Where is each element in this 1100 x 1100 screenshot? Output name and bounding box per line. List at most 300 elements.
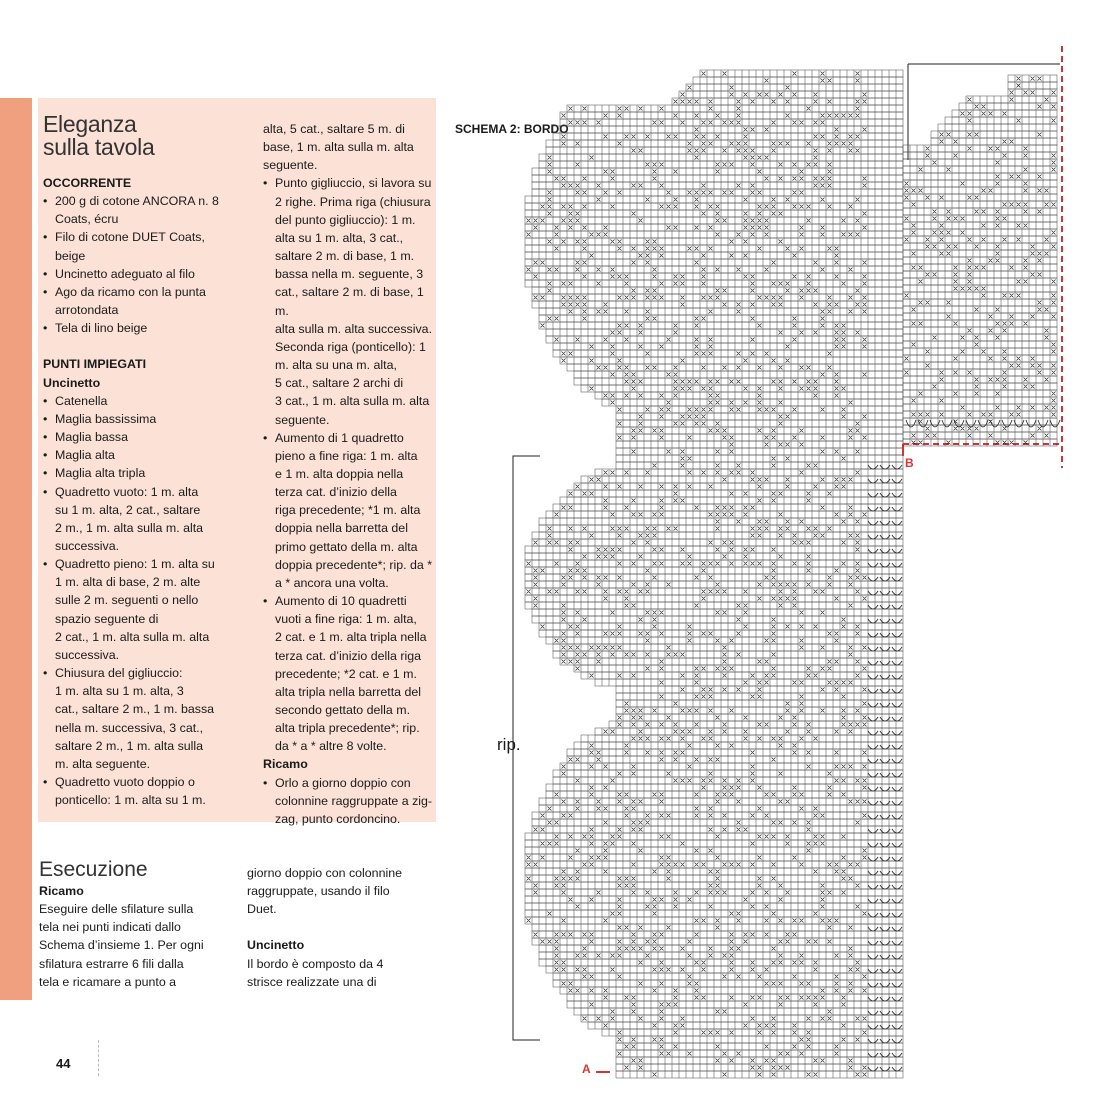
list-item-line: • Chiusura del gigliuccio: bbox=[55, 666, 183, 681]
chart-row bbox=[574, 1008, 903, 1015]
chart-x-marks bbox=[569, 898, 825, 902]
chart-row-lines bbox=[910, 320, 1050, 327]
chart-x-marks bbox=[555, 513, 867, 517]
chart-row-lines bbox=[574, 749, 896, 756]
chart-row bbox=[1008, 82, 1057, 89]
chart-row-lines bbox=[574, 756, 896, 763]
chart-row-lines bbox=[567, 658, 896, 665]
chart-row bbox=[616, 714, 903, 721]
chart-row-lines bbox=[532, 273, 896, 280]
page-number: 44 bbox=[56, 1056, 71, 1071]
list-item-line: bassa nella m. seguente, 3 bbox=[275, 267, 424, 282]
chart-row-lines bbox=[553, 329, 896, 336]
chart-row bbox=[574, 371, 903, 378]
chart-row-lines bbox=[1015, 82, 1050, 89]
repeat-label: rip. bbox=[497, 735, 521, 754]
chart-row bbox=[616, 700, 903, 707]
chart-x-marks bbox=[940, 133, 1042, 137]
chart-x-marks bbox=[555, 947, 853, 951]
chart-x-marks bbox=[954, 287, 986, 291]
chart-row-lines bbox=[539, 175, 896, 182]
text-line: strisce realizzate una di bbox=[247, 974, 377, 989]
chart-row-lines bbox=[910, 180, 1050, 187]
chart-x-marks bbox=[912, 399, 1056, 403]
chart-row-lines bbox=[532, 245, 896, 252]
chart-row-lines bbox=[602, 469, 896, 476]
list-item-line: pieno a fine riga: 1 m. alta bbox=[275, 448, 418, 463]
list-item-line: 2 cat., 1 m. alta sulla m. alta bbox=[55, 629, 210, 644]
chart-row-lines bbox=[707, 70, 896, 77]
chart-row-lines bbox=[910, 285, 1050, 292]
chart-row-lines bbox=[532, 231, 896, 238]
chart-row-lines bbox=[532, 847, 896, 854]
chart-x-marks bbox=[548, 289, 860, 293]
chart-row-lines bbox=[609, 1029, 896, 1036]
chart-row-lines bbox=[623, 434, 896, 441]
chart-row bbox=[938, 124, 1057, 131]
chart-x-marks bbox=[632, 450, 860, 454]
chart-x-marks bbox=[548, 198, 860, 202]
chart-row bbox=[532, 826, 903, 833]
chart-row bbox=[532, 938, 903, 945]
chart-x-marks bbox=[604, 471, 860, 475]
chart-row-lines bbox=[546, 154, 896, 161]
chart-row-lines bbox=[532, 581, 896, 588]
chart-x-marks bbox=[562, 870, 846, 874]
chart-x-marks bbox=[625, 702, 867, 706]
chart-row-lines bbox=[532, 210, 896, 217]
list-item-line: • Aumento di 1 quadretto bbox=[275, 430, 404, 445]
chart-row-lines bbox=[532, 266, 896, 273]
chart-row bbox=[616, 1043, 903, 1050]
chart-x-marks bbox=[611, 373, 867, 377]
chart-x-marks bbox=[569, 310, 867, 314]
chart-row-lines bbox=[581, 1008, 896, 1015]
chart-x-marks bbox=[527, 268, 853, 272]
punti-heading: PUNTI IMPIEGATI bbox=[43, 357, 147, 372]
chart-x-marks bbox=[702, 72, 860, 76]
chart-row-lines bbox=[623, 1043, 896, 1050]
chart-row-lines bbox=[574, 364, 896, 371]
chart-row-lines bbox=[560, 777, 896, 784]
punti-subheading: Uncinetto bbox=[43, 375, 101, 390]
chart-row-lines bbox=[910, 299, 1050, 306]
chart-row bbox=[560, 987, 903, 994]
chart-x-marks bbox=[632, 737, 818, 741]
chart-row-lines bbox=[623, 714, 896, 721]
list-item-line: precedente; *2 cat. e 1 m. bbox=[275, 666, 417, 681]
chart-row bbox=[532, 175, 903, 182]
chart-row-lines bbox=[910, 257, 1050, 264]
chart-row-lines bbox=[623, 413, 896, 420]
chart-row bbox=[532, 931, 903, 938]
chart-row-lines bbox=[602, 392, 896, 399]
list-item-line: su 1 m. alta, 2 cat., saltare bbox=[55, 502, 201, 517]
chart-row-lines bbox=[553, 637, 896, 644]
chart-row-lines bbox=[623, 441, 896, 448]
chart-x-marks bbox=[681, 688, 867, 692]
chart-x-marks bbox=[653, 1073, 867, 1077]
chart-row-lines bbox=[602, 728, 896, 735]
chart-x-marks bbox=[639, 415, 867, 419]
list-item-line: spazio seguente di bbox=[55, 611, 159, 626]
chart-row-lines bbox=[560, 980, 896, 987]
chart-row-lines bbox=[574, 994, 896, 1001]
chart-row-lines bbox=[588, 476, 896, 483]
chart-row bbox=[616, 1050, 903, 1057]
chart-x-marks bbox=[905, 189, 1049, 193]
list-item-line: alta su 1 m. alta, 3 cat., bbox=[275, 230, 404, 245]
chart-row-lines bbox=[910, 271, 1050, 278]
chart-row-lines bbox=[532, 868, 896, 875]
chart-x-marks bbox=[618, 408, 846, 412]
chart-x-marks bbox=[590, 387, 846, 391]
chart-row-lines bbox=[616, 721, 896, 728]
chart-row-lines bbox=[532, 889, 896, 896]
chart-row-lines bbox=[539, 819, 896, 826]
list-item-line: saltare 2 m., 1 m. alta sulla bbox=[55, 738, 204, 753]
occorrente-heading: OCCORRENTE bbox=[43, 176, 132, 190]
chart-row bbox=[616, 462, 903, 469]
list-item-line: zag, punto cordoncino. bbox=[275, 811, 401, 826]
chart-row bbox=[532, 812, 903, 819]
chart-row-lines bbox=[966, 103, 1050, 110]
chart-row-lines bbox=[910, 236, 1050, 243]
chart-row-lines bbox=[532, 252, 896, 259]
chart-row-lines bbox=[532, 574, 896, 581]
chart-row-lines bbox=[602, 679, 896, 686]
chart-row-lines bbox=[532, 882, 896, 889]
chart-row-lines bbox=[560, 343, 896, 350]
chart-row-lines bbox=[910, 187, 1050, 194]
list-item-line: alta tripla nella barretta del bbox=[275, 684, 422, 699]
chart-row-lines bbox=[623, 455, 896, 462]
chart-x-marks bbox=[590, 1003, 846, 1007]
list-item-line: alta sulla m. alta successiva. bbox=[275, 321, 433, 336]
chart-x-marks bbox=[926, 273, 1042, 277]
chart-x-marks bbox=[576, 905, 860, 909]
chart-row-lines bbox=[581, 483, 896, 490]
chart-x-marks bbox=[688, 86, 790, 90]
list-item-line: doppia nella barretta del bbox=[275, 521, 408, 536]
chart-x-marks bbox=[555, 177, 867, 181]
chart-row bbox=[574, 742, 903, 749]
chart-x-marks bbox=[611, 401, 853, 405]
list-item-line: successiva. bbox=[55, 647, 120, 662]
chart-x-marks bbox=[933, 385, 1035, 389]
list-item-line: vuoti a fine riga: 1 m. alta, bbox=[275, 612, 417, 627]
chart-row-lines bbox=[910, 432, 1050, 439]
chart-x-marks bbox=[534, 891, 846, 895]
list-item-line: del punto gigliuccio): 1 m. bbox=[275, 212, 416, 227]
chart-row bbox=[560, 357, 903, 364]
chart-x-marks bbox=[555, 954, 853, 958]
chart-row-lines bbox=[560, 973, 896, 980]
chart-x-marks bbox=[548, 163, 832, 167]
chart-row bbox=[616, 448, 903, 455]
list-item-line: da * a * altre 8 volte. bbox=[275, 739, 387, 754]
list-item-line: cat., saltare 2 m. di base, 1 m. bbox=[275, 285, 424, 318]
chart-row-lines bbox=[560, 133, 896, 140]
chart-x-marks bbox=[905, 217, 1007, 221]
text-line: giorno doppio con colonnine bbox=[247, 866, 403, 880]
list-item-line: • Maglia alta tripla bbox=[55, 466, 146, 481]
list-item-line: 2 m., 1 m. alta sulla m. alta bbox=[55, 520, 204, 535]
chart-row-lines bbox=[539, 812, 896, 819]
chart-x-marks bbox=[562, 660, 860, 664]
esecuzione-title: Esecuzione bbox=[39, 858, 148, 881]
chart-row-lines bbox=[910, 376, 1050, 383]
chart-row-lines bbox=[532, 553, 896, 560]
chart-x-marks bbox=[660, 695, 846, 699]
chart-row-lines bbox=[588, 672, 896, 679]
chart-row-lines bbox=[910, 201, 1050, 208]
chart-row-lines bbox=[539, 826, 896, 833]
list-item-line: 2 righe. Prima riga (chiusura bbox=[275, 194, 431, 209]
text-line: sfilatura estrarre 6 fili dalla bbox=[39, 956, 184, 971]
chart-x-marks bbox=[527, 919, 839, 923]
chart-x-marks bbox=[926, 147, 1028, 151]
list-item-line: cat., saltare 2 m., 1 m. bassa bbox=[55, 702, 215, 717]
text-line: Duet. bbox=[247, 902, 277, 917]
chart-row-lines bbox=[532, 595, 896, 602]
chart-row-lines bbox=[546, 161, 896, 168]
chart-row-lines bbox=[539, 616, 896, 623]
chart-x-marks bbox=[583, 555, 811, 559]
chart-row-lines bbox=[567, 112, 896, 119]
chart-x-marks bbox=[618, 422, 860, 426]
chart-row-lines bbox=[910, 313, 1050, 320]
chart-row bbox=[560, 763, 903, 770]
chart-row-lines bbox=[910, 404, 1050, 411]
list-item-line: • Aumento di 10 quadretti bbox=[275, 594, 407, 609]
chart-row-lines bbox=[910, 383, 1050, 390]
chart-row-lines bbox=[910, 341, 1050, 348]
list-item-line: primo gettato della m. alta bbox=[275, 539, 418, 554]
text-line: tela e ricamare a punto a bbox=[39, 974, 177, 989]
chart-row-lines bbox=[560, 644, 896, 651]
chart-row-lines bbox=[623, 1036, 896, 1043]
list-item-line: m. alta su una m. alta, bbox=[275, 358, 397, 373]
chart-row bbox=[532, 189, 903, 196]
chart-row-lines bbox=[910, 208, 1050, 215]
chart-row-lines bbox=[910, 369, 1050, 376]
chart-row-lines bbox=[910, 306, 1050, 313]
chart-row-lines bbox=[539, 182, 896, 189]
chart-x-marks bbox=[968, 119, 1056, 123]
text-line: raggruppate, usando il filo bbox=[247, 884, 390, 899]
chart-row-lines bbox=[574, 105, 896, 112]
chart-row-lines bbox=[532, 854, 896, 861]
chart-row-lines bbox=[574, 1001, 896, 1008]
chart-row-lines bbox=[623, 420, 896, 427]
chart-row bbox=[546, 329, 903, 336]
list-item-line: beige bbox=[55, 248, 86, 263]
list-item-line: 1 m. alta di base, 2 m. alte bbox=[55, 575, 201, 590]
chart-row-lines bbox=[539, 539, 896, 546]
chart-row-lines bbox=[532, 875, 896, 882]
chart-row-lines bbox=[532, 861, 896, 868]
chart-x-marks bbox=[912, 203, 1056, 207]
chart-row-lines bbox=[588, 1015, 896, 1022]
chart-x-marks bbox=[933, 336, 1049, 340]
list-item-line: successiva. bbox=[55, 538, 120, 553]
chart-x-marks bbox=[527, 877, 853, 881]
chart-row-lines bbox=[588, 385, 896, 392]
chart-row-lines bbox=[910, 145, 1050, 152]
chart-row bbox=[532, 616, 903, 623]
chart-row-lines bbox=[546, 315, 896, 322]
chart-row-lines bbox=[532, 280, 896, 287]
chart-row-lines bbox=[938, 138, 1050, 145]
chart-row-lines bbox=[910, 229, 1050, 236]
chart-row-lines bbox=[532, 910, 896, 917]
text-line: Eseguire delle sfilature sulla bbox=[39, 902, 194, 917]
chart-row-lines bbox=[910, 152, 1050, 159]
list-item-line: e 1 m. alta doppia nella bbox=[275, 466, 404, 481]
ricamo-heading: Ricamo bbox=[263, 757, 308, 772]
chart-x-marks bbox=[548, 534, 860, 538]
chart-x-marks bbox=[912, 224, 1028, 228]
chart-row-lines bbox=[910, 159, 1050, 166]
chart-row-lines bbox=[910, 327, 1050, 334]
chart-top-strip bbox=[903, 75, 1060, 446]
chart-row-lines bbox=[532, 917, 896, 924]
list-item-line: seguente. bbox=[263, 158, 318, 173]
chart-arch-marks bbox=[906, 420, 1060, 427]
list-item-line: colonnine raggruppate a zig- bbox=[275, 793, 433, 808]
chart-x-marks bbox=[569, 121, 825, 125]
chart-row-lines bbox=[539, 931, 896, 938]
list-item-line: • Punto gigliuccio, si lavora su bbox=[275, 176, 432, 191]
list-item-line: secondo gettato della m. bbox=[275, 703, 411, 717]
list-item-line: alta, 5 cat., saltare 5 m. di bbox=[263, 122, 405, 136]
list-item-line: Seconda riga (ponticello): 1 bbox=[275, 339, 426, 354]
list-item-line: • Quadretto vuoto doppio o bbox=[55, 775, 195, 789]
chart-row bbox=[602, 399, 903, 406]
chart-row-lines bbox=[553, 966, 896, 973]
chart-row-lines bbox=[910, 222, 1050, 229]
chart-x-marks bbox=[912, 231, 1056, 235]
list-item-line: arrotondata bbox=[55, 303, 119, 318]
chart-x-marks bbox=[625, 1045, 839, 1049]
chart-row-lines bbox=[581, 371, 896, 378]
chart-x-marks bbox=[625, 380, 839, 384]
chart-row-lines bbox=[574, 490, 896, 497]
chart-row-lines bbox=[546, 525, 896, 532]
chart-row bbox=[532, 301, 903, 308]
chart-row bbox=[546, 140, 903, 147]
chart-x-marks bbox=[912, 322, 1028, 326]
list-item-line: 5 cat., saltare 2 archi di bbox=[275, 376, 404, 391]
chart-x-marks bbox=[548, 170, 832, 174]
list-item-line: • Maglia bassissima bbox=[55, 411, 157, 426]
chart-x-marks bbox=[1010, 91, 1056, 95]
chart-row-lines bbox=[910, 397, 1050, 404]
esecuzione-ricamo-heading: Ricamo bbox=[39, 884, 84, 898]
chart-row-lines bbox=[623, 1050, 896, 1057]
list-item-line: • Quadretto pieno: 1 m. alta su bbox=[55, 557, 215, 572]
list-item-line: sulle 2 m. seguenti o nello bbox=[55, 593, 199, 608]
chart-row-lines bbox=[532, 602, 896, 609]
chart-row-lines bbox=[910, 411, 1050, 418]
chart-row-lines bbox=[560, 350, 896, 357]
chart-row-lines bbox=[609, 399, 896, 406]
chart-row-lines bbox=[938, 131, 1050, 138]
chart-row bbox=[700, 70, 903, 77]
chart-x-marks bbox=[583, 975, 867, 979]
chart-row bbox=[574, 665, 903, 672]
chart-row-lines bbox=[910, 362, 1050, 369]
chart-row bbox=[560, 497, 903, 504]
chart-row-lines bbox=[532, 238, 896, 245]
chart-row bbox=[616, 1057, 903, 1064]
chart-row-lines bbox=[546, 945, 896, 952]
chart-row-lines bbox=[539, 189, 896, 196]
list-item-line: • Tela di lino beige bbox=[55, 321, 148, 336]
marker-b: B bbox=[905, 456, 914, 470]
chart-row-lines bbox=[623, 707, 896, 714]
list-item-line: alta tripla precedente*; rip. bbox=[275, 721, 420, 736]
chart-row-lines bbox=[560, 651, 896, 658]
chart-x-marks bbox=[562, 359, 790, 363]
chart-x-marks bbox=[562, 114, 860, 118]
chart-row-lines bbox=[532, 196, 896, 203]
chart-row bbox=[616, 441, 903, 448]
list-item-line: • 200 g di cotone ANCORA n. 8 bbox=[55, 194, 219, 209]
chart-x-marks bbox=[555, 247, 839, 251]
chart-row-lines bbox=[693, 84, 896, 91]
chart-x-marks bbox=[695, 128, 867, 132]
esecuzione-uncinetto-heading: Uncinetto bbox=[247, 938, 305, 953]
chart-row-lines bbox=[532, 896, 896, 903]
chart-x-marks bbox=[912, 343, 1056, 347]
chart-row bbox=[546, 966, 903, 973]
chart-row-lines bbox=[560, 770, 896, 777]
chart-row-lines bbox=[910, 173, 1050, 180]
chart-row-lines bbox=[910, 439, 1050, 446]
chart-row-lines bbox=[910, 390, 1050, 397]
list-item-line: ponticello: 1 m. alta su 1 m. bbox=[55, 793, 206, 808]
chart-x-marks bbox=[961, 112, 1007, 116]
title-line-1: Eleganza bbox=[43, 111, 137, 137]
chart-x-marks bbox=[604, 1024, 846, 1028]
chart-row bbox=[546, 637, 903, 644]
chart-row-lines bbox=[532, 903, 896, 910]
list-item-line: Coats, écru bbox=[55, 212, 119, 227]
chart-row-lines bbox=[560, 126, 896, 133]
chart-row-lines bbox=[539, 301, 896, 308]
chart-x-marks bbox=[534, 884, 860, 888]
chart-row bbox=[532, 819, 903, 826]
list-item-line: • Maglia bassa bbox=[55, 430, 129, 445]
chart-x-marks bbox=[562, 618, 846, 622]
chart-row-lines bbox=[910, 355, 1050, 362]
chart-x-marks bbox=[905, 196, 979, 200]
chart-row bbox=[532, 539, 903, 546]
chart-row-lines bbox=[532, 203, 896, 210]
list-item-line: seguente. bbox=[275, 412, 330, 427]
chart-row-lines bbox=[567, 763, 896, 770]
chart-row-lines bbox=[910, 215, 1050, 222]
list-item-line: terza cat. d’inizio della bbox=[275, 485, 397, 500]
chart-row-lines bbox=[910, 334, 1050, 341]
list-item-line: • Quadretto vuoto: 1 m. alta bbox=[55, 484, 199, 499]
chart-row-lines bbox=[567, 357, 896, 364]
title-line-2: sulla tavola bbox=[43, 134, 155, 160]
chart-row bbox=[602, 1029, 903, 1036]
chart-row-lines bbox=[532, 833, 896, 840]
